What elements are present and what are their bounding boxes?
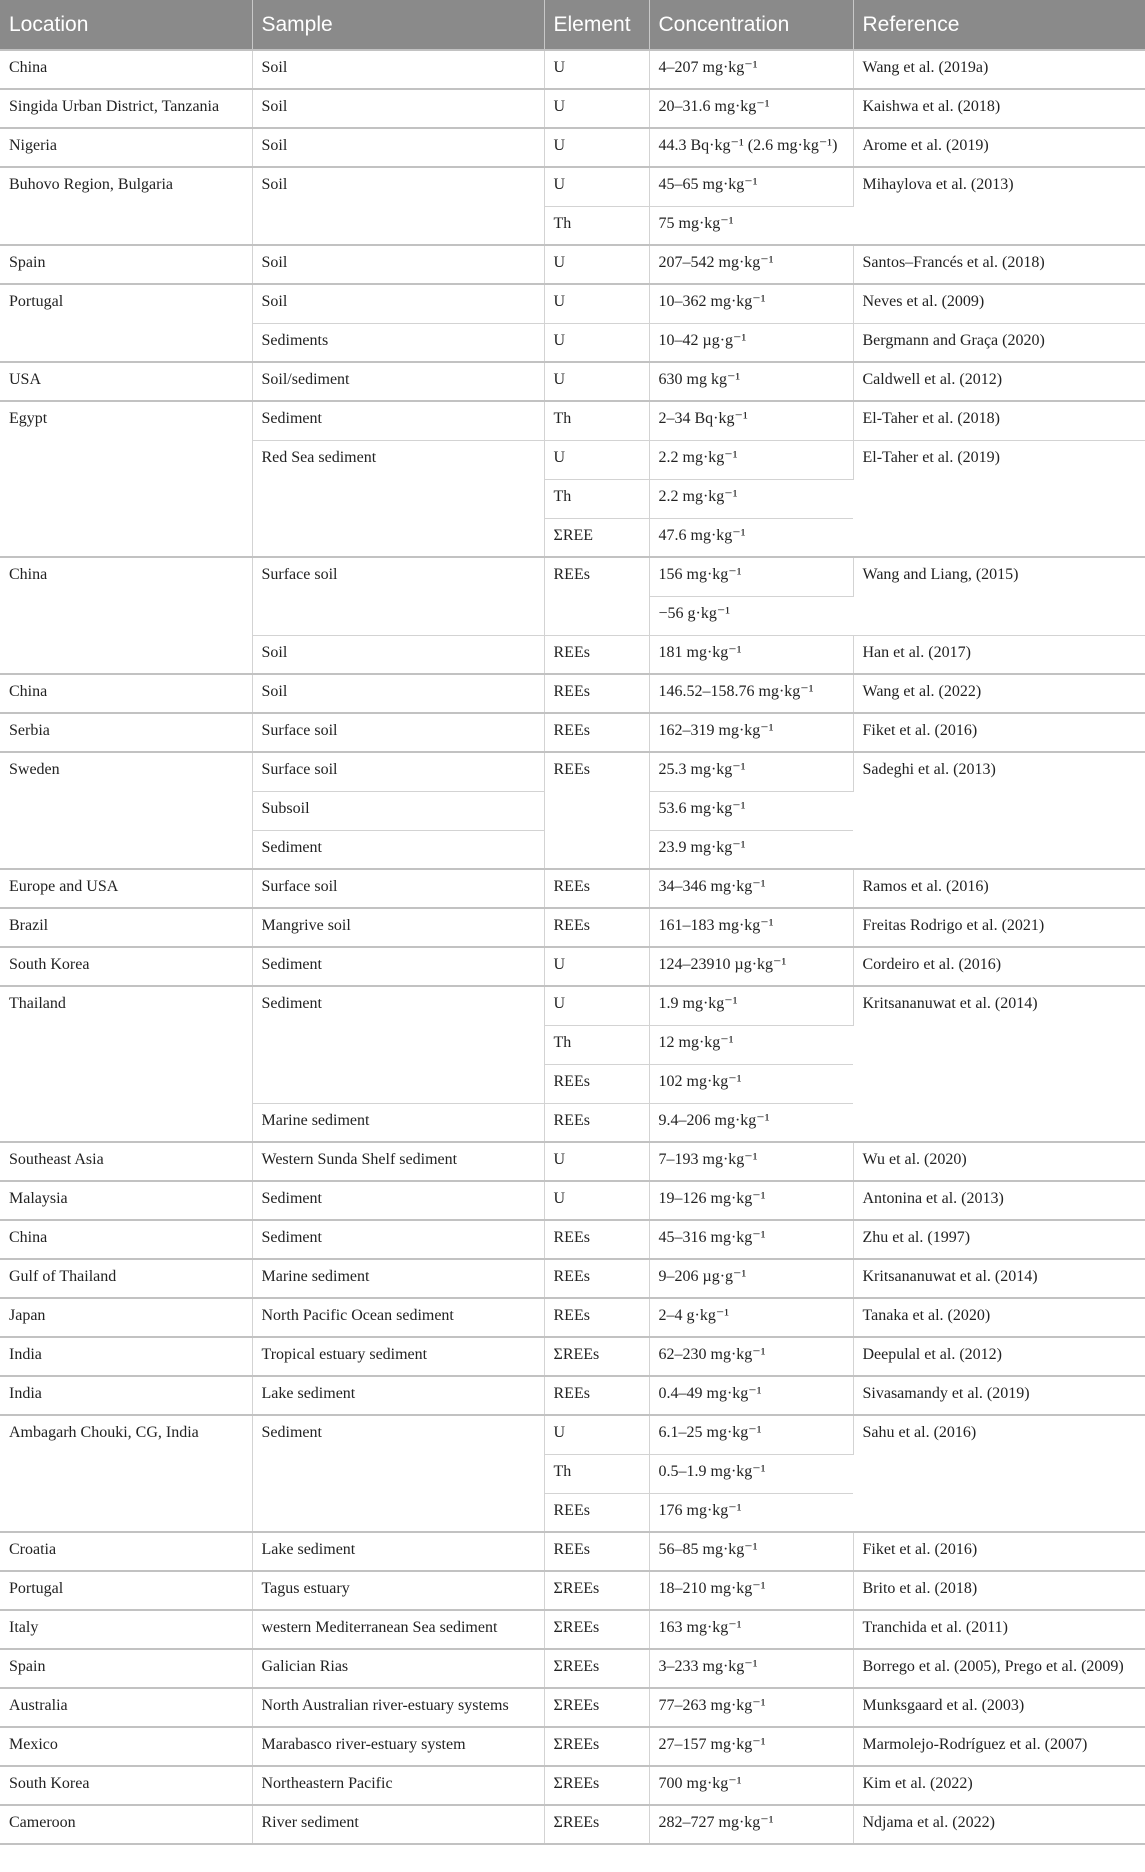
table-cell: REEs xyxy=(544,1493,649,1532)
table-cell: Red Sea sediment xyxy=(252,440,544,557)
table-cell: REEs xyxy=(544,674,649,713)
table-cell: Cameroon xyxy=(0,1805,252,1844)
table-row xyxy=(0,1610,1145,1649)
table-cell: 3–233 mg·kg⁻¹ xyxy=(649,1649,853,1688)
table-cell: Soil xyxy=(252,674,544,713)
table-cell: Subsoil xyxy=(252,791,544,830)
table-cell: Sweden xyxy=(0,752,252,869)
table-cell: Western Sunda Shelf sediment xyxy=(252,1142,544,1181)
table-cell: 2.2 mg·kg⁻¹ xyxy=(649,440,853,479)
table-cell: Th xyxy=(544,1025,649,1064)
table-cell: Malaysia xyxy=(0,1181,252,1220)
table-cell: Soil xyxy=(252,284,544,323)
table-cell: REEs xyxy=(544,1298,649,1337)
table-cell: India xyxy=(0,1337,252,1376)
table-cell: Lake sediment xyxy=(252,1376,544,1415)
table-cell: U xyxy=(544,128,649,167)
table-row xyxy=(0,713,1145,752)
header-sample: Sample xyxy=(252,0,544,50)
table-cell: Wu et al. (2020) xyxy=(853,1142,1145,1181)
table-cell: U xyxy=(544,1415,649,1454)
table-cell: U xyxy=(544,362,649,401)
table-cell: 45–316 mg·kg⁻¹ xyxy=(649,1220,853,1259)
table-cell: North Pacific Ocean sediment xyxy=(252,1298,544,1337)
table-cell: Thailand xyxy=(0,986,252,1142)
table-cell: 146.52–158.76 mg·kg⁻¹ xyxy=(649,674,853,713)
table-cell: Portugal xyxy=(0,1571,252,1610)
table-cell: Sediment xyxy=(252,947,544,986)
table-cell: Kritsananuwat et al. (2014) xyxy=(853,1259,1145,1298)
table-cell: 10–42 µg·g⁻¹ xyxy=(649,323,853,362)
table-cell: Kaishwa et al. (2018) xyxy=(853,89,1145,128)
table-cell: ΣREEs xyxy=(544,1727,649,1766)
table-cell: Egypt xyxy=(0,401,252,557)
table-cell: 9.4–206 mg·kg⁻¹ xyxy=(649,1103,853,1142)
table-row xyxy=(0,1727,1145,1766)
table-cell: Ramos et al. (2016) xyxy=(853,869,1145,908)
table-cell: El-Taher et al. (2019) xyxy=(853,440,1145,557)
table-cell: Southeast Asia xyxy=(0,1142,252,1181)
table-cell: 62–230 mg·kg⁻¹ xyxy=(649,1337,853,1376)
table-cell: Australia xyxy=(0,1688,252,1727)
table-cell: Wang et al. (2019a) xyxy=(853,50,1145,89)
table-cell: U xyxy=(544,245,649,284)
table-cell: Zhu et al. (1997) xyxy=(853,1220,1145,1259)
table-cell: 18–210 mg·kg⁻¹ xyxy=(649,1571,853,1610)
table-row xyxy=(0,1571,1145,1610)
table-cell: 102 mg·kg⁻¹ xyxy=(649,1064,853,1103)
table-cell: Mexico xyxy=(0,1727,252,1766)
table-cell: 47.6 mg·kg⁻¹ xyxy=(649,518,853,557)
table-cell: U xyxy=(544,440,649,479)
table-cell: Soil xyxy=(252,89,544,128)
table-row xyxy=(0,1415,1145,1454)
table-cell: Sediment xyxy=(252,1181,544,1220)
table-cell: Brito et al. (2018) xyxy=(853,1571,1145,1610)
table-row xyxy=(0,1337,1145,1376)
table-cell: ΣREE xyxy=(544,518,649,557)
table-cell: Freitas Rodrigo et al. (2021) xyxy=(853,908,1145,947)
table-cell: China xyxy=(0,674,252,713)
table-cell: 282–727 mg·kg⁻¹ xyxy=(649,1805,853,1844)
table-cell: Croatia xyxy=(0,1532,252,1571)
table-cell: Soil/sediment xyxy=(252,362,544,401)
table-cell: REEs xyxy=(544,1220,649,1259)
table-cell: 207–542 mg·kg⁻¹ xyxy=(649,245,853,284)
table-cell: Tropical estuary sediment xyxy=(252,1337,544,1376)
table-cell: Sediments xyxy=(252,323,544,362)
table-cell: Munksgaard et al. (2003) xyxy=(853,1688,1145,1727)
table-cell: China xyxy=(0,1220,252,1259)
table-cell: ΣREEs xyxy=(544,1571,649,1610)
table-cell: Deepulal et al. (2012) xyxy=(853,1337,1145,1376)
table-cell: 7–193 mg·kg⁻¹ xyxy=(649,1142,853,1181)
table-cell: Sivasamandy et al. (2019) xyxy=(853,1376,1145,1415)
table-cell: Tagus estuary xyxy=(252,1571,544,1610)
table-cell: U xyxy=(544,947,649,986)
table-cell: Th xyxy=(544,1454,649,1493)
table-cell: 2.2 mg·kg⁻¹ xyxy=(649,479,853,518)
table-cell: Sediment xyxy=(252,401,544,440)
table-cell: El-Taher et al. (2018) xyxy=(853,401,1145,440)
table-cell: Soil xyxy=(252,128,544,167)
table-cell: Marine sediment xyxy=(252,1103,544,1142)
table-cell: Ambagarh Chouki, CG, India xyxy=(0,1415,252,1532)
table-row xyxy=(0,1649,1145,1688)
table-cell: U xyxy=(544,167,649,206)
table-cell: Spain xyxy=(0,245,252,284)
table-cell: Sadeghi et al. (2013) xyxy=(853,752,1145,869)
table-cell: Sediment xyxy=(252,830,544,869)
table-cell: Sediment xyxy=(252,1415,544,1532)
table-cell: 12 mg·kg⁻¹ xyxy=(649,1025,853,1064)
table-cell: 124–23910 µg·kg⁻¹ xyxy=(649,947,853,986)
table-cell: Gulf of Thailand xyxy=(0,1259,252,1298)
table-cell: REEs xyxy=(544,752,649,869)
table-cell: 0.5–1.9 mg·kg⁻¹ xyxy=(649,1454,853,1493)
table-cell: U xyxy=(544,1142,649,1181)
table-cell: Lake sediment xyxy=(252,1532,544,1571)
table-cell: 27–157 mg·kg⁻¹ xyxy=(649,1727,853,1766)
table-row xyxy=(0,1532,1145,1571)
table-cell: 2–34 Bq·kg⁻¹ xyxy=(649,401,853,440)
table-cell: Northeastern Pacific xyxy=(252,1766,544,1805)
table-cell: 630 mg kg⁻¹ xyxy=(649,362,853,401)
table-row xyxy=(0,245,1145,284)
table-cell: ΣREEs xyxy=(544,1337,649,1376)
table-header xyxy=(0,0,1145,50)
table-cell: Fiket et al. (2016) xyxy=(853,1532,1145,1571)
table-row xyxy=(0,1181,1145,1220)
table-cell: REEs xyxy=(544,1532,649,1571)
table-cell: Sediment xyxy=(252,986,544,1103)
table-cell: Marmolejo-Rodríguez et al. (2007) xyxy=(853,1727,1145,1766)
table-row xyxy=(0,401,1145,440)
header-reference: Reference xyxy=(853,0,1145,50)
table-row xyxy=(0,1220,1145,1259)
table-cell: Tranchida et al. (2011) xyxy=(853,1610,1145,1649)
table-row xyxy=(0,1259,1145,1298)
table-cell: 4–207 mg·kg⁻¹ xyxy=(649,50,853,89)
table-cell: western Mediterranean Sea sediment xyxy=(252,1610,544,1649)
table-cell: REEs xyxy=(544,713,649,752)
table-cell: Wang and Liang, (2015) xyxy=(853,557,1145,635)
table-cell: 19–126 mg·kg⁻¹ xyxy=(649,1181,853,1220)
table-cell: Soil xyxy=(252,635,544,674)
header-element: Element xyxy=(544,0,649,50)
table-cell: North Australian river-estuary systems xyxy=(252,1688,544,1727)
table-row xyxy=(0,89,1145,128)
table-cell: Arome et al. (2019) xyxy=(853,128,1145,167)
table-row xyxy=(0,986,1145,1025)
table-cell: Soil xyxy=(252,245,544,284)
table-cell: U xyxy=(544,284,649,323)
table-cell: Han et al. (2017) xyxy=(853,635,1145,674)
table-row xyxy=(0,674,1145,713)
table-cell: Wang et al. (2022) xyxy=(853,674,1145,713)
table-cell: ΣREEs xyxy=(544,1649,649,1688)
table-cell: Sahu et al. (2016) xyxy=(853,1415,1145,1532)
table-cell: Surface soil xyxy=(252,752,544,791)
table-row xyxy=(0,1688,1145,1727)
table-cell: REEs xyxy=(544,1259,649,1298)
table-row xyxy=(0,1376,1145,1415)
table-cell: 176 mg·kg⁻¹ xyxy=(649,1493,853,1532)
table-cell: 25.3 mg·kg⁻¹ xyxy=(649,752,853,791)
table-cell: Surface soil xyxy=(252,869,544,908)
table-cell: 77–263 mg·kg⁻¹ xyxy=(649,1688,853,1727)
table-row xyxy=(0,908,1145,947)
table-row xyxy=(0,284,1145,323)
table-cell: Sediment xyxy=(252,1220,544,1259)
table-cell: U xyxy=(544,986,649,1025)
table-cell: U xyxy=(544,89,649,128)
table-row xyxy=(0,1805,1145,1844)
table-cell: 1.9 mg·kg⁻¹ xyxy=(649,986,853,1025)
table-cell: Buhovo Region, Bulgaria xyxy=(0,167,252,245)
table-cell: ΣREEs xyxy=(544,1610,649,1649)
table-cell: Galician Rias xyxy=(252,1649,544,1688)
table-cell: −56 g·kg⁻¹ xyxy=(649,596,853,635)
table-cell: U xyxy=(544,1181,649,1220)
table-cell: 23.9 mg·kg⁻¹ xyxy=(649,830,853,869)
table-cell: REEs xyxy=(544,908,649,947)
table-cell: Caldwell et al. (2012) xyxy=(853,362,1145,401)
table-cell: 161–183 mg·kg⁻¹ xyxy=(649,908,853,947)
table-cell: REEs xyxy=(544,557,649,635)
table-cell: REEs xyxy=(544,1103,649,1142)
table-cell: River sediment xyxy=(252,1805,544,1844)
table-cell: Cordeiro et al. (2016) xyxy=(853,947,1145,986)
table-cell: Surface soil xyxy=(252,713,544,752)
table-row xyxy=(0,1142,1145,1181)
table-cell: 20–31.6 mg·kg⁻¹ xyxy=(649,89,853,128)
table-row xyxy=(0,752,1145,791)
table-cell: 10–362 mg·kg⁻¹ xyxy=(649,284,853,323)
table-cell: 56–85 mg·kg⁻¹ xyxy=(649,1532,853,1571)
table-cell: U xyxy=(544,50,649,89)
table-cell: Bergmann and Graça (2020) xyxy=(853,323,1145,362)
table-cell: Borrego et al. (2005), Prego et al. (2009) xyxy=(853,1649,1145,1688)
table-cell: China xyxy=(0,50,252,89)
table-cell: 6.1–25 mg·kg⁻¹ xyxy=(649,1415,853,1454)
table-cell: India xyxy=(0,1376,252,1415)
table-cell: Surface soil xyxy=(252,557,544,635)
table-cell: Th xyxy=(544,401,649,440)
table-cell: ΣREEs xyxy=(544,1688,649,1727)
table-cell: Nigeria xyxy=(0,128,252,167)
table-cell: South Korea xyxy=(0,947,252,986)
table-cell: U xyxy=(544,323,649,362)
header-location: Location xyxy=(0,0,252,50)
table-cell: 53.6 mg·kg⁻¹ xyxy=(649,791,853,830)
table-cell: REEs xyxy=(544,635,649,674)
table-cell: 162–319 mg·kg⁻¹ xyxy=(649,713,853,752)
table-cell: Japan xyxy=(0,1298,252,1337)
table-cell: Fiket et al. (2016) xyxy=(853,713,1145,752)
table-cell: Singida Urban District, Tanzania xyxy=(0,89,252,128)
table-cell: REEs xyxy=(544,1376,649,1415)
table-row xyxy=(0,1766,1145,1805)
table-row xyxy=(0,50,1145,89)
table-cell: 181 mg·kg⁻¹ xyxy=(649,635,853,674)
table-cell: ΣREEs xyxy=(544,1766,649,1805)
table-cell: South Korea xyxy=(0,1766,252,1805)
table-cell: 9–206 µg·g⁻¹ xyxy=(649,1259,853,1298)
table-cell: USA xyxy=(0,362,252,401)
table-cell: REEs xyxy=(544,1064,649,1103)
table-body xyxy=(0,50,1145,1844)
table-cell: Kritsananuwat et al. (2014) xyxy=(853,986,1145,1142)
table-cell: 163 mg·kg⁻¹ xyxy=(649,1610,853,1649)
table-cell: Marabasco river-estuary system xyxy=(252,1727,544,1766)
table-cell: Antonina et al. (2013) xyxy=(853,1181,1145,1220)
header-concentration: Concentration xyxy=(649,0,853,50)
table-row xyxy=(0,947,1145,986)
table-cell: Soil xyxy=(252,50,544,89)
table-cell: Europe and USA xyxy=(0,869,252,908)
table-cell: 0.4–49 mg·kg⁻¹ xyxy=(649,1376,853,1415)
table-cell: REEs xyxy=(544,869,649,908)
table-cell: Ndjama et al. (2022) xyxy=(853,1805,1145,1844)
table-cell: Santos–Francés et al. (2018) xyxy=(853,245,1145,284)
table-cell: ΣREEs xyxy=(544,1805,649,1844)
table-cell: Soil xyxy=(252,167,544,245)
table-cell: China xyxy=(0,557,252,674)
table-cell: Mangrive soil xyxy=(252,908,544,947)
table-cell: Th xyxy=(544,479,649,518)
table-cell: Italy xyxy=(0,1610,252,1649)
table-row xyxy=(0,557,1145,596)
table-cell: Kim et al. (2022) xyxy=(853,1766,1145,1805)
table-cell: Th xyxy=(544,206,649,245)
table-cell: Brazil xyxy=(0,908,252,947)
table-cell: Marine sediment xyxy=(252,1259,544,1298)
header-row xyxy=(0,0,1145,50)
table-cell: 34–346 mg·kg⁻¹ xyxy=(649,869,853,908)
table-cell: Portugal xyxy=(0,284,252,362)
table-cell: 2–4 g·kg⁻¹ xyxy=(649,1298,853,1337)
table-row xyxy=(0,869,1145,908)
table-cell: 700 mg·kg⁻¹ xyxy=(649,1766,853,1805)
table-row xyxy=(0,167,1145,206)
table-cell: 44.3 Bq·kg⁻¹ (2.6 mg·kg⁻¹) xyxy=(649,128,853,167)
table-cell: 156 mg·kg⁻¹ xyxy=(649,557,853,596)
table-cell: Spain xyxy=(0,1649,252,1688)
table-cell: 75 mg·kg⁻¹ xyxy=(649,206,853,245)
table-cell: 45–65 mg·kg⁻¹ xyxy=(649,167,853,206)
table-cell: Serbia xyxy=(0,713,252,752)
table-row xyxy=(0,1298,1145,1337)
table-cell: Mihaylova et al. (2013) xyxy=(853,167,1145,245)
table-row xyxy=(0,362,1145,401)
table-cell: Neves et al. (2009) xyxy=(853,284,1145,323)
table-row xyxy=(0,128,1145,167)
table-cell: Tanaka et al. (2020) xyxy=(853,1298,1145,1337)
